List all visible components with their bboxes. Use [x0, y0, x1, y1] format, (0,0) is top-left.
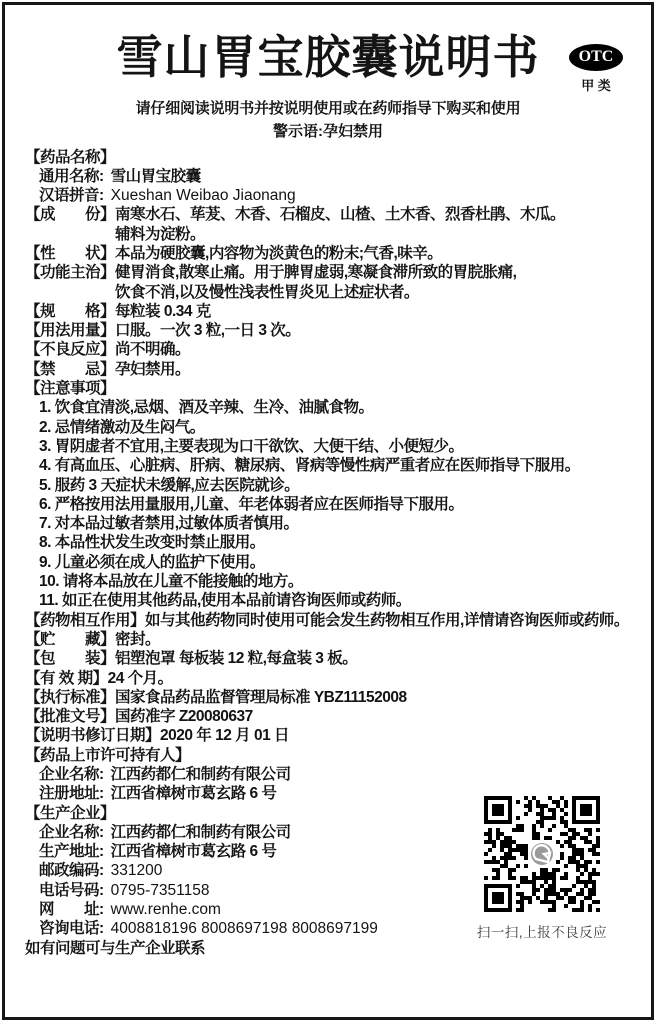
field-label: 网 址: — [39, 901, 104, 919]
section-content: 国药准字 Z20080637 — [115, 708, 253, 726]
section-adverse — [25, 340, 643, 359]
warning-statement: 警示语:孕妇禁用 — [273, 122, 383, 140]
field-label: 电话号码: — [39, 881, 104, 899]
pinyin-row — [25, 186, 643, 205]
section-label: 【成 份】 — [25, 206, 116, 224]
precaution-item: 3. 胃阴虚者不宜用,主要表现为口干欲饮、大便干结、小便短少。 — [39, 437, 464, 455]
content-line: 辅料为淀粉。 — [115, 225, 206, 243]
generic-name-row — [25, 167, 643, 186]
section-label: 【说明书修订日期】 — [25, 727, 161, 745]
field-label: 咨询电话: — [39, 920, 104, 938]
qr-block — [475, 796, 609, 941]
section-label: 【禁 忌】 — [25, 360, 116, 378]
field-value: 0795-7351158 — [110, 881, 210, 899]
precaution-item: 1. 饮食宜清淡,忌烟、酒及辛辣、生冷、油腻食物。 — [39, 399, 374, 417]
field-value: 江西省樟树市葛玄路 6 号 — [110, 843, 277, 861]
otc-class-label: 甲 类 — [581, 78, 611, 93]
section-label: 【包 装】 — [25, 650, 116, 668]
field-label: 生产地址: — [39, 843, 104, 861]
field-value: 331200 — [110, 862, 163, 880]
field-value: 4008818196 8008697198 8008697199 — [110, 920, 378, 938]
section-label: 【药品名称】 — [25, 148, 116, 166]
precaution-item: 4. 有高血压、心脏病、肝病、糖尿病、肾病等慢性病严重者应在医师指导下服用。 — [39, 457, 580, 475]
section-label: 【用法用量】 — [25, 322, 116, 340]
section-validity — [25, 669, 643, 688]
field-value: 江西药都仁和制药有限公司 — [110, 823, 291, 841]
precaution-item: 5. 服药 3 天症状未缓解,应去医院就诊。 — [39, 476, 300, 494]
section-indications — [25, 263, 643, 302]
section-label: 【功能主治】 — [25, 264, 116, 282]
section-content: 24 个月。 — [107, 669, 173, 687]
section-interactions — [25, 611, 643, 630]
section-packaging — [25, 649, 643, 668]
section-standard — [25, 688, 643, 707]
page-title: 雪山胃宝胶囊说明书 — [116, 31, 540, 83]
section-label: 【注意事项】 — [25, 380, 116, 398]
otc-mark: OTC — [569, 44, 623, 71]
section-label: 【批准文号】 — [25, 708, 116, 726]
content-line: 饮食不消,以及慢性浅表性胃炎见上述症状者。 — [115, 283, 419, 301]
section-content: 如与其他药物同时使用可能会发生药物相互作用,详情请咨询医师或药师。 — [145, 611, 629, 629]
precaution-item: 9. 儿童必须在成人的监护下使用。 — [39, 553, 265, 571]
field-label: 邮政编码: — [39, 862, 104, 880]
section-content: 每粒装 0.34 克 — [115, 302, 211, 320]
read-notice: 请仔细阅读说明书并按说明使用或在药师指导下购买和使用 — [135, 99, 521, 117]
precaution-item: 8. 本品性状发生改变时禁止服用。 — [39, 534, 265, 552]
section-label: 【贮 藏】 — [25, 630, 116, 648]
section-label: 【不良反应】 — [25, 341, 116, 359]
field-label: 企业名称: — [39, 823, 104, 841]
field-label: 企业名称: — [39, 766, 104, 783]
section-content: 口服。一次 3 粒,一日 3 次。 — [115, 322, 301, 340]
section-content — [115, 263, 643, 302]
section-label: 【药物相互作用】 — [25, 611, 146, 629]
field-label: 汉语拼音: — [39, 187, 104, 205]
section-mah — [25, 746, 643, 765]
section-label: 【药品上市许可持有人】 — [25, 746, 191, 764]
section-revision-date — [25, 726, 643, 745]
precaution-item: 7. 对本品过敏者禁用,过敏体质者慎用。 — [39, 515, 299, 533]
field-value: 江西药都仁和制药有限公司 — [110, 766, 291, 783]
section-content: 本品为硬胶囊,内容物为淡黄色的粉末;气香,味辛。 — [115, 244, 443, 262]
section-content — [115, 205, 643, 244]
field-label: 通用名称: — [39, 167, 104, 185]
section-precautions — [25, 379, 643, 398]
precaution-item: 2. 忌情绪激动及生闷气。 — [39, 418, 205, 436]
precaution-item: 6. 严格按用法用量服用,儿童、年老体弱者应在医师指导下服用。 — [39, 495, 464, 513]
contact-note: 如有问题可与生产企业联系 — [25, 939, 206, 957]
section-label: 【执行标准】 — [25, 688, 116, 706]
precaution-item: 10. 请将本品放在儿童不能接触的地方。 — [39, 573, 303, 591]
field-value: 江西省樟树市葛玄路 6 号 — [110, 785, 277, 803]
section-label: 【规 格】 — [25, 302, 116, 320]
qr-caption: 扫一扫,上报不良反应 — [476, 925, 608, 940]
precaution-item: 11. 如正在使用其他药品,使用本品前请咨询医师或药师。 — [39, 592, 411, 610]
section-content: 孕妇禁用。 — [115, 360, 191, 378]
website-value: www.renhe.com — [110, 901, 221, 919]
section-content: 尚不明确。 — [115, 341, 191, 359]
mah-name-row — [25, 765, 643, 784]
section-description — [25, 244, 643, 263]
section-label: 【性 状】 — [25, 244, 116, 262]
section-content: 国家食品药品监督管理局标准 YBZ11152008 — [115, 688, 407, 706]
section-label: 【生产企业】 — [25, 804, 116, 822]
content-line: 健胃消食,散寒止痛。用于脾胃虚弱,寒凝食滞所致的胃脘胀痛, — [115, 264, 517, 282]
section-contraindication — [25, 360, 643, 379]
leaflet-page — [2, 2, 654, 1020]
qr-code — [484, 796, 600, 912]
field-value: 雪山胃宝胶囊 — [110, 167, 201, 185]
section-dosage — [25, 321, 643, 340]
section-label: 【有 效 期】 — [25, 669, 108, 687]
pinyin-value: Xueshan Weibao Jiaonang — [110, 187, 296, 205]
otc-badge — [567, 44, 625, 94]
section-drug-name — [25, 148, 643, 167]
section-ingredients — [25, 205, 643, 244]
section-spec — [25, 302, 643, 321]
section-approval-number — [25, 707, 643, 726]
section-content: 密封。 — [115, 630, 161, 648]
section-storage — [25, 630, 643, 649]
content-line: 南寒水石、荜茇、木香、石榴皮、山楂、土木香、烈香杜鹃、木瓜。 — [115, 206, 566, 224]
section-content: 2020 年 12 月 01 日 — [160, 727, 290, 745]
field-label: 注册地址: — [39, 785, 104, 803]
section-content: 铝塑泡罩 每板装 12 粒,每盒装 3 板。 — [115, 650, 358, 668]
